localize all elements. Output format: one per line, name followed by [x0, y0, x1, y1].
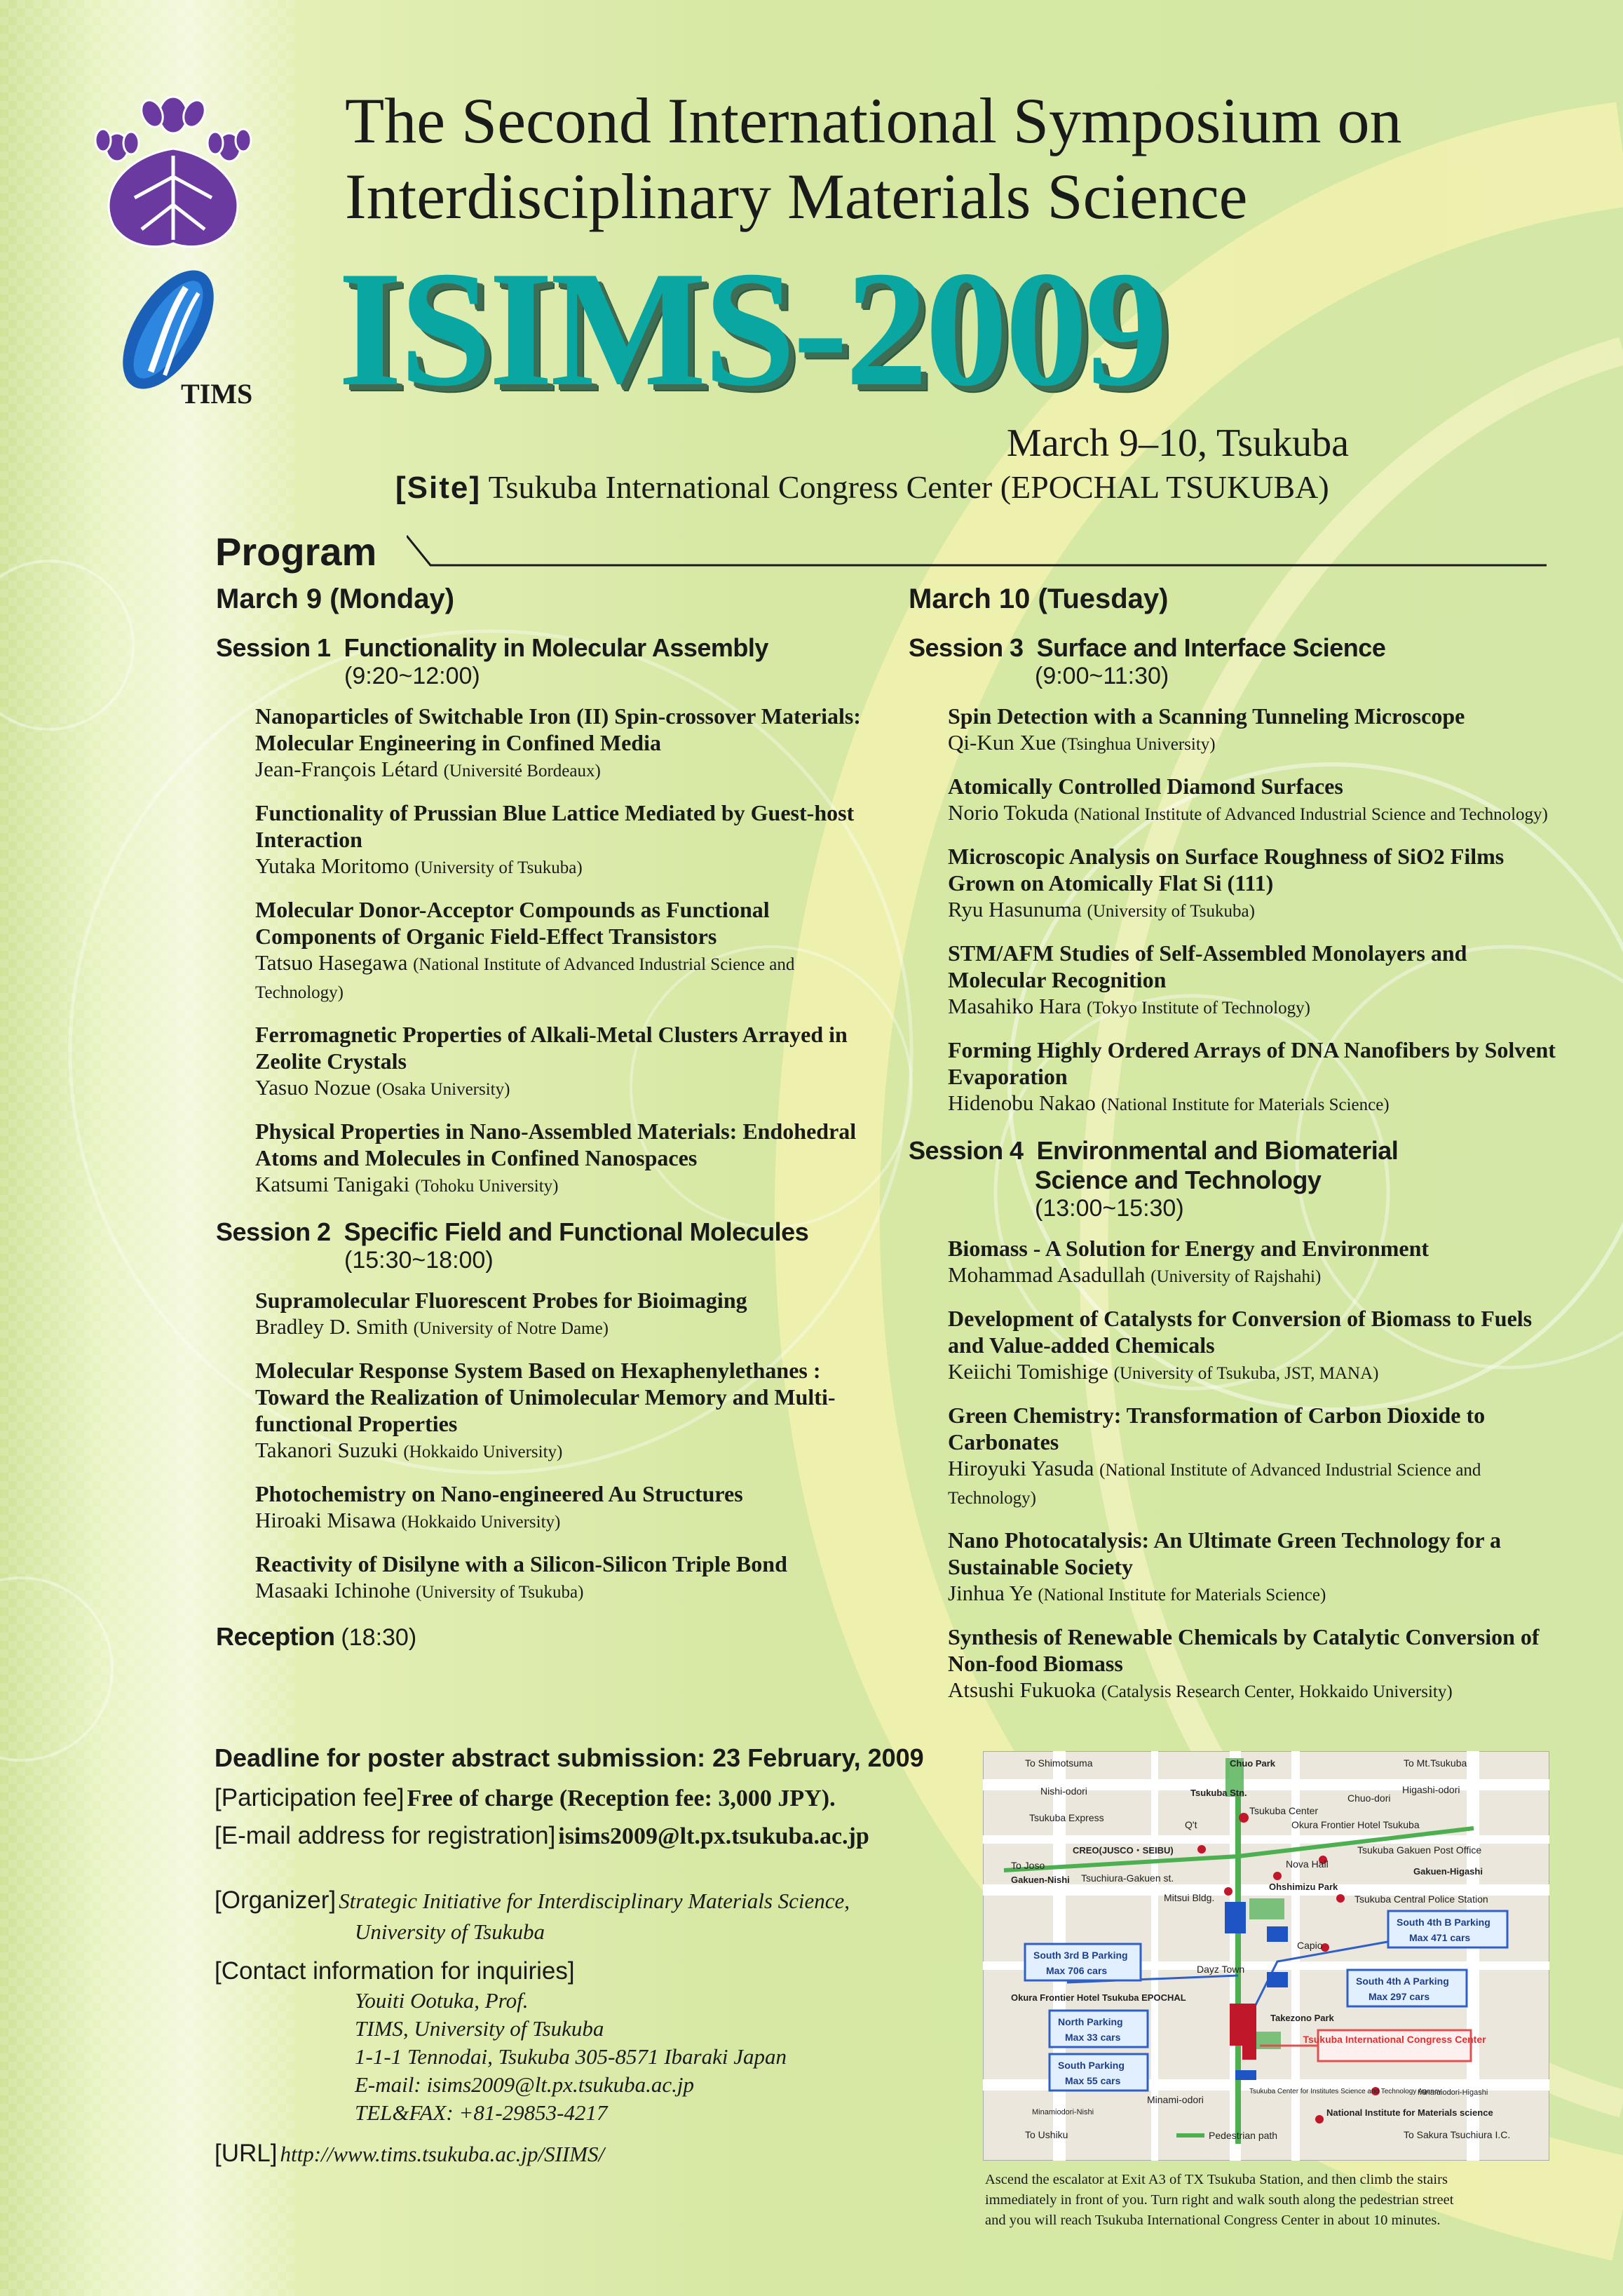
map-label: Tsuchiura-Gakuen st.	[1081, 1872, 1174, 1884]
talk-title: Development of Catalysts for Conversion of Biomass to Fuels and Value-added Chemicals	[948, 1306, 1533, 1358]
map-label: Higashi-odori	[1402, 1784, 1460, 1795]
talk-item	[255, 703, 875, 784]
talk-affiliation: (Hokkaido University)	[403, 1443, 563, 1461]
talk-affiliation: (National Institute of Advanced Industrial Science and Technology)	[255, 955, 795, 1002]
svg-text:Max 33 cars: Max 33 cars	[1065, 2032, 1121, 2043]
talk-title: Reactivity of Disilyne with a Silicon-Silicon Triple Bond	[255, 1551, 787, 1576]
parking-box	[1347, 1970, 1467, 2006]
talk-item	[948, 843, 1561, 924]
talk-title: Synthesis of Renewable Chemicals by Catalytic Conversion of Non-food Biomass	[948, 1624, 1540, 1676]
talk-speaker: Hiroyuki Yasuda	[948, 1456, 1094, 1480]
map-label: Tsukuba Stn.	[1190, 1788, 1247, 1798]
talk-item	[948, 1235, 1561, 1290]
svg-text:South 4th A Parking: South 4th A Parking	[1356, 1976, 1449, 1987]
talk-item	[255, 896, 875, 1006]
day2-heading: March 10 (Tuesday)	[909, 583, 1169, 614]
contact-phone: TEL&FAX: +81-29853-4217	[355, 2100, 608, 2125]
talk-title: Nanoparticles of Switchable Iron (II) Spin-crossover Materials: Molecular Engineering in Confined Media	[255, 703, 861, 755]
talk-item	[948, 1305, 1561, 1386]
fee-value: Free of charge (Reception fee: 3,000 JPY).	[407, 1785, 836, 1811]
map-label: Chuo-dori	[1347, 1792, 1391, 1804]
map-label: To Ushiku	[1025, 2129, 1068, 2140]
map-label: National Institute for Materials science	[1326, 2107, 1493, 2118]
talk-title: Molecular Donor-Acceptor Compounds as Functional Components of Organic Field-Effect Transistors	[255, 897, 770, 949]
talk-title: STM/AFM Studies of Self-Assembled Monolayers and Molecular Recognition	[948, 940, 1467, 992]
map-caption-line: and you will reach Tsukuba International Congress Center in about 10 minutes.	[985, 2213, 1441, 2228]
talk-speaker: Bradley D. Smith	[255, 1314, 408, 1339]
session4-title-line2: Science and Technology	[1035, 1166, 1322, 1194]
map-label: Gakuen-Nishi	[1011, 1875, 1070, 1885]
talk-item	[255, 1357, 875, 1465]
title-line-2: Interdisciplinary Materials Science	[345, 161, 1248, 232]
map-label: Ohshimizu Park	[1269, 1882, 1338, 1892]
map-label: Tsukuba Center for Institutes Science and Technology Agency	[1249, 2088, 1441, 2095]
talk-item	[948, 940, 1561, 1021]
talk-item	[948, 1623, 1561, 1705]
talk-item	[948, 1527, 1561, 1608]
talk-affiliation: (Osaka University)	[376, 1080, 510, 1099]
map-label: Tsukuba Central Police Station	[1354, 1893, 1488, 1905]
talk-affiliation: (National Institute of Advanced Industrial Science and Technology)	[1073, 805, 1548, 824]
map-label: Gakuen-Higashi	[1413, 1866, 1483, 1877]
contact-label: [Contact information for inquiries]	[215, 1957, 575, 1985]
talk-item	[255, 1551, 875, 1605]
talk-affiliation: (University of Tsukuba)	[415, 1583, 584, 1602]
organizer-line-1: Strategic Initiative for Interdisciplinary Materials Science,	[339, 1889, 850, 1913]
map-label: Tsukuba Center	[1249, 1805, 1319, 1816]
talk-speaker: Yasuo Nozue	[255, 1075, 371, 1100]
parking-box	[1050, 2011, 1148, 2047]
talk-affiliation: (Tokyo Institute of Technology)	[1087, 999, 1310, 1018]
talk-title: Nano Photocatalysis: An Ultimate Green Technology for a Sustainable Society	[948, 1527, 1502, 1579]
session3-title: Surface and Interface Science	[1036, 633, 1386, 662]
program-rule	[407, 534, 1549, 569]
map-caption	[985, 2170, 1546, 2231]
session3-label: Session 3	[909, 633, 1024, 662]
contact-email-link[interactable]: E-mail: isims2009@lt.px.tsukuba.ac.jp	[355, 2072, 694, 2097]
talk-speaker: Mohammad Asadullah	[948, 1262, 1146, 1287]
session1-time: (9:20~12:00)	[344, 663, 480, 689]
map-label: Okura Frontier Hotel Tsukuba	[1291, 1819, 1420, 1830]
map-label: Q't	[1185, 1819, 1197, 1830]
contact-address: 1-1-1 Tennodai, Tsukuba 305-8571 Ibaraki Japan	[355, 2044, 787, 2069]
svg-text:South Parking: South Parking	[1058, 2060, 1125, 2071]
talk-affiliation: (National Institute for Materials Science)	[1101, 1095, 1390, 1114]
organizer-line-2: University of Tsukuba	[355, 1919, 545, 1944]
reception-label: Reception	[216, 1622, 335, 1651]
day1-column	[216, 583, 875, 1652]
talk-speaker: Ryu Hasunuma	[948, 897, 1082, 921]
svg-text:South 4th B Parking: South 4th B Parking	[1397, 1917, 1490, 1928]
map-caption-line: immediately in front of you. Turn right and walk south along the pedestrian street	[985, 2192, 1454, 2208]
svg-text:Max 471 cars: Max 471 cars	[1409, 1932, 1471, 1943]
website-url-link[interactable]: http://www.tims.tsukuba.ac.jp/SIIMS/	[280, 2142, 605, 2166]
contact-block	[355, 1987, 972, 2127]
session1-label: Session 1	[216, 633, 331, 662]
map-label: Nova Hall	[1286, 1858, 1329, 1870]
url-label: [URL]	[215, 2140, 278, 2167]
talk-affiliation: (Université Bordeaux)	[443, 762, 601, 781]
svg-text:Max 55 cars: Max 55 cars	[1065, 2075, 1121, 2086]
talk-item	[255, 1021, 875, 1102]
fee-label: [Participation fee]	[215, 1784, 405, 1811]
talk-speaker: Takanori Suzuki	[255, 1438, 398, 1462]
talk-speaker: Hidenobu Nakao	[948, 1090, 1096, 1115]
talk-affiliation: (University of Tsukuba)	[1087, 902, 1255, 921]
talk-title: Ferromagnetic Properties of Alkali-Metal Clusters Arrayed in Zeolite Crystals	[255, 1022, 848, 1074]
map-label: Capio	[1297, 1940, 1323, 1951]
access-map	[983, 1751, 1549, 2161]
session1	[216, 633, 875, 1199]
map-label: Minamiodori-Higashi	[1418, 2088, 1488, 2097]
talk-title: Functionality of Prussian Blue Lattice Mediated by Guest-host Interaction	[255, 800, 855, 852]
reception-time: (18:30)	[341, 1624, 417, 1651]
parking-box	[1050, 2054, 1148, 2091]
map-label: To Sakura Tsuchiura I.C.	[1404, 2129, 1511, 2140]
map-label: Okura Frontier Hotel Tsukuba EPOCHAL	[1011, 1992, 1186, 2003]
talk-title: Photochemistry on Nano-engineered Au Structures	[255, 1481, 743, 1506]
session4-time: (13:00~15:30)	[1035, 1195, 1184, 1222]
talk-affiliation: (Tsinghua University)	[1061, 735, 1216, 754]
talk-speaker: Qi-Kun Xue	[948, 730, 1057, 755]
map-label: To Joso	[1011, 1860, 1045, 1871]
map-label: Pedestrian path	[1209, 2130, 1278, 2141]
talk-item	[948, 773, 1561, 828]
session2-title: Specific Field and Functional Molecules	[344, 1217, 809, 1246]
map-label: Mitsui Bldg.	[1164, 1892, 1215, 1903]
site-label: [Site]	[395, 471, 481, 505]
talk-speaker: Masahiko Hara	[948, 994, 1082, 1018]
session3	[909, 633, 1561, 1118]
session2-label: Session 2	[216, 1217, 331, 1246]
talk-affiliation: (Catalysis Research Center, Hokkaido University)	[1101, 1682, 1453, 1701]
talk-speaker: Norio Tokuda	[948, 800, 1069, 825]
talk-affiliation: (National Institute for Materials Science)	[1038, 1586, 1326, 1605]
parking-box	[1388, 1911, 1507, 1947]
talk-title: Spin Detection with a Scanning Tunneling Microscope	[948, 703, 1465, 729]
deadline-text: Deadline for poster abstract submission: 23 February, 2009	[215, 1743, 924, 1772]
talk-item	[255, 1118, 875, 1199]
map-label: Chuo Park	[1230, 1758, 1276, 1769]
contact-name: Youiti Ootuka, Prof.	[355, 1988, 529, 2013]
talk-title: Atomically Controlled Diamond Surfaces	[948, 774, 1343, 799]
contact-org: TIMS, University of Tsukuba	[355, 2016, 604, 2041]
session4-title-line1: Environmental and Biomaterial	[1036, 1136, 1399, 1165]
talk-affiliation: (University of Rajshahi)	[1150, 1267, 1322, 1286]
talk-speaker: Jean-François Létard	[255, 757, 438, 781]
day1-heading: March 9 (Monday)	[216, 583, 455, 614]
congress-center-label: Tsukuba International Congress Center	[1303, 2034, 1486, 2045]
talk-speaker: Katsumi Tanigaki	[255, 1172, 410, 1196]
site-value: Tsukuba International Congress Center (EPOCHAL TSUKUBA)	[488, 469, 1329, 505]
email-label: [E-mail address for registration]	[215, 1822, 556, 1849]
session4	[909, 1136, 1561, 1705]
svg-text:North Parking: North Parking	[1058, 2016, 1123, 2027]
talk-item	[948, 1036, 1561, 1118]
talk-item	[948, 703, 1561, 757]
map-label: Dayz Town	[1197, 1964, 1245, 1975]
map-label: Minami-odori	[1147, 2094, 1204, 2105]
talk-item	[255, 799, 875, 881]
title-line-1: The Second International Symposium on	[345, 85, 1402, 156]
session2-time: (15:30~18:00)	[344, 1247, 494, 1274]
map-label: To Shimotsuma	[1025, 1757, 1093, 1769]
talk-title: Physical Properties in Nano-Assembled Materials: Endohedral Atoms and Molecules in Confined Nanospaces	[255, 1119, 857, 1170]
map-label: Nishi-odori	[1040, 1785, 1087, 1797]
talk-speaker: Tatsuo Hasegawa	[255, 950, 408, 975]
talk-speaker: Hiroaki Misawa	[255, 1508, 396, 1532]
university-crest-logo	[86, 93, 261, 254]
talk-speaker: Keiichi Tomishige	[948, 1359, 1108, 1384]
map-caption-line: Ascend the escalator at Exit A3 of TX Tsukuba Station, and then climb the stairs	[985, 2172, 1448, 2187]
talk-title: Microscopic Analysis on Surface Roughness of SiO2 Films Grown on Atomically Flat Si (111)	[948, 844, 1505, 896]
session3-time: (9:00~11:30)	[1035, 663, 1169, 689]
reception	[216, 1622, 875, 1652]
session4-label: Session 4	[909, 1136, 1024, 1165]
tims-logo-text: TIMS	[181, 378, 253, 410]
day2-column	[909, 583, 1561, 1720]
organizer-label: [Organizer]	[215, 1886, 337, 1914]
map-label: To Mt.Tsukuba	[1404, 1757, 1467, 1769]
map-label: Tsukuba Gakuen Post Office	[1357, 1844, 1482, 1856]
map-label: Takezono Park	[1270, 2013, 1334, 2023]
svg-text:South 3rd B Parking: South 3rd B Parking	[1033, 1950, 1128, 1961]
talk-affiliation: (University of Notre Dame)	[413, 1319, 609, 1338]
session1-title: Functionality in Molecular Assembly	[344, 633, 768, 662]
talk-item	[255, 1287, 875, 1342]
svg-text:Max 297 cars: Max 297 cars	[1369, 1991, 1430, 2002]
symposium-acronym: ISIMS-2009	[338, 238, 1165, 421]
talk-item	[948, 1402, 1561, 1511]
talk-affiliation: (Tohoku University)	[415, 1177, 559, 1196]
program-heading: Program	[215, 529, 377, 574]
svg-text:Max 706 cars: Max 706 cars	[1046, 1965, 1108, 1976]
talk-item	[255, 1480, 875, 1535]
session2	[216, 1217, 875, 1605]
talk-affiliation: (National Institute of Advanced Industrial Science and Technology)	[948, 1461, 1481, 1508]
talk-speaker: Yutaka Moritomo	[255, 853, 409, 878]
talk-title: Biomass - A Solution for Energy and Environment	[948, 1236, 1430, 1261]
talk-speaker: Masaaki Ichinohe	[255, 1578, 411, 1602]
talk-speaker: Atsushi Fukuoka	[948, 1677, 1096, 1702]
parking-box	[1025, 1944, 1141, 1980]
talk-affiliation: (University of Tsukuba)	[414, 858, 583, 877]
talk-affiliation: (University of Tsukuba, JST, MANA)	[1113, 1364, 1379, 1383]
map-label: CREO(JUSCO・SEIBU)	[1073, 1845, 1174, 1856]
talk-title: Forming Highly Ordered Arrays of DNA Nanofibers by Solvent Evaporation	[948, 1037, 1556, 1089]
talk-speaker: Jinhua Ye	[948, 1581, 1033, 1605]
map-label: Tsukuba Express	[1029, 1812, 1104, 1823]
talk-title: Green Chemistry: Transformation of Carbon Dioxide to Carbonates	[948, 1403, 1486, 1454]
talk-affiliation: (Hokkaido University)	[401, 1513, 561, 1532]
info-block	[215, 1743, 972, 2168]
talk-title: Molecular Response System Based on Hexaphenylethanes : Toward the Realization of Unimolecular Memory and Multi-functional Properties	[255, 1358, 836, 1436]
registration-email-link[interactable]: isims2009@lt.px.tsukuba.ac.jp	[558, 1823, 869, 1849]
talk-title: Supramolecular Fluorescent Probes for Bioimaging	[255, 1288, 747, 1313]
date-place: March 9–10, Tsukuba	[1006, 421, 1349, 465]
map-label: Minamiodori-Nishi	[1032, 2108, 1094, 2116]
